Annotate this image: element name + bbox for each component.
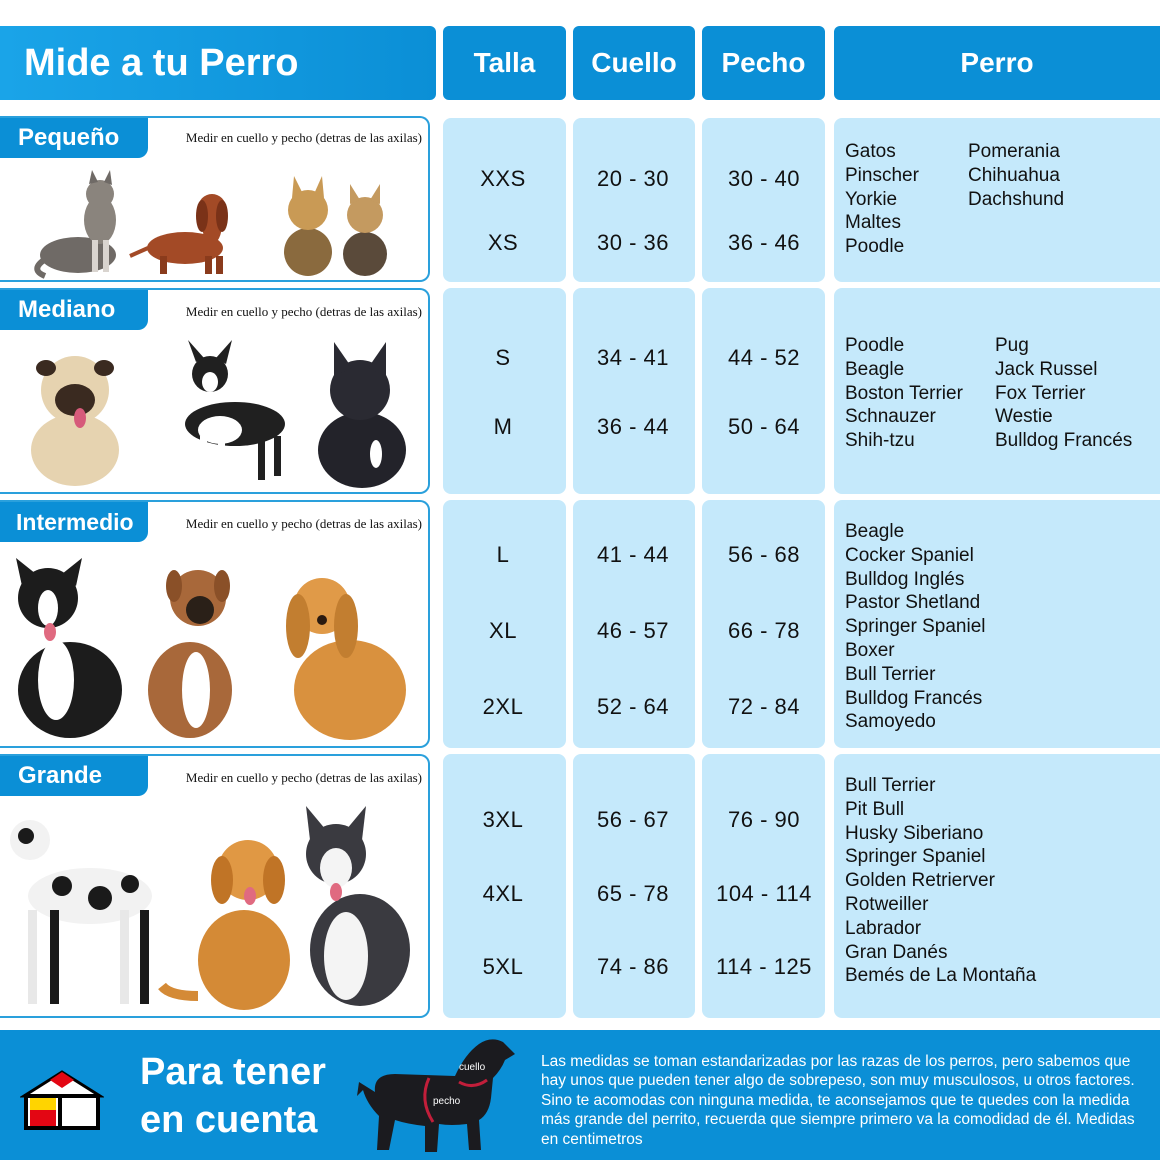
neck-value: 34 - 41 [597,345,669,370]
breed-item: Poodle [845,236,905,258]
header-neck: Cuello [573,26,695,100]
breed-item: Gatos [845,141,896,162]
breed-item: Bulldog Inglés [845,568,965,590]
breed-item: Boston Terrier [845,382,963,404]
breed-item: Husky Siberiano [845,822,984,844]
breed-item: Beagle [845,358,905,380]
footer-title-line: Para tener [140,1051,326,1093]
chest-value: 44 - 52 [728,345,800,370]
neck-bg [573,118,695,282]
header-size: Talla [443,26,566,100]
breed-item: Boxer [845,639,895,661]
chest-value: 30 - 40 [728,166,800,191]
house-logo-icon [20,1068,104,1132]
breed-list [968,140,1064,211]
chest-bg [702,118,825,282]
group-label: Intermedio [0,502,148,542]
breed-item: Chihuahua [968,164,1060,186]
size-value: L [496,542,510,567]
breed-item: Pit Bull [845,798,905,820]
header-dog: Perro [834,26,1160,100]
size-value: XL [489,618,517,643]
footer-title [140,1048,326,1144]
breed-list [845,520,985,734]
breed-item: Yorkie [845,188,898,210]
neck-value: 56 - 67 [597,807,669,832]
neck-bg [573,288,695,494]
breed-item: Jack Russel [995,358,1098,380]
dog-silhouette-icon [355,1034,525,1158]
size-value: 2XL [482,694,524,719]
breed-item: Bulldog Francés [845,687,983,709]
size-bg [443,118,566,282]
breed-item: Beagle [845,521,905,542]
neck-label: cuello [459,1062,486,1073]
neck-value: 20 - 30 [597,166,669,191]
breed-item: Labrador [845,917,922,939]
neck-value: 65 - 78 [597,881,669,906]
size-bg [443,288,566,494]
chest-value: 56 - 68 [728,542,800,567]
measure-note: Medir en cuello y pecho (detras de las axilas) [185,304,422,319]
breed-item: Bulldog Francés [995,430,1133,452]
breed-list [845,334,963,453]
breed-item: Shih-tzu [845,430,915,452]
breed-item: Golden Retrierver [845,870,995,892]
measure-note: Medir en cuello y pecho (detras de las axilas) [185,770,422,785]
neck-value: 52 - 64 [597,694,669,719]
size-value: M [493,414,513,439]
breed-list [995,334,1132,453]
size-value: 5XL [482,954,524,979]
neck-value: 36 - 44 [597,414,669,439]
breed-item: Gran Danés [845,941,948,963]
chest-value: 36 - 46 [728,230,800,255]
medium-dogs-image [0,332,428,492]
breed-item: Fox Terrier [995,382,1086,404]
neck-value: 30 - 36 [597,230,669,255]
size-value: XS [487,230,519,255]
chest-value: 114 - 125 [716,954,812,979]
chest-value: 76 - 90 [728,807,800,832]
small-dogs-image [0,160,428,280]
intermediate-dogs-image [0,550,428,746]
breed-item: Pomerania [968,141,1060,162]
group-panel-small [0,116,430,282]
size-value: 3XL [482,807,524,832]
chest-value: 72 - 84 [728,694,800,719]
group-label: Pequeño [0,118,148,158]
footer [0,1030,1160,1160]
group-label: Grande [0,756,148,796]
group-panel-intermediate [0,500,430,748]
chest-bg [702,288,825,494]
size-value: 4XL [482,881,524,906]
chest-value: 104 - 114 [716,881,812,906]
breed-item: Schnauzer [845,406,936,428]
measure-note: Medir en cuello y pecho (detras de las axilas) [185,516,422,531]
chest-value: 50 - 64 [728,414,800,439]
breed-item: Pinscher [845,164,919,186]
breed-item: Pastor Shetland [845,592,981,614]
breed-item: Rotweiller [845,893,929,915]
breed-item: Bull Terrier [845,663,936,685]
neck-value: 46 - 57 [597,618,669,643]
breed-item: Pug [995,335,1029,356]
breed-item: Springer Spaniel [845,616,986,638]
breed-list [845,774,1036,988]
group-label: Mediano [0,290,148,330]
footer-note: Las medidas se toman estandarizadas por las razas de los perros, pero sabemos que hay unos que pueden tener algo de sobrepeso, son muy musculosos, u otros factores. Sino te acomodas con ninguna medida, te aconsejamos que te quedes con la medida más grande del perrito, recuerda que siempre primero va la comodidad de él. Medidas en centimetros [541,1053,1135,1148]
breed-item: Poodle [845,335,905,356]
breed-list [845,140,919,259]
header-chest: Pecho [702,26,825,100]
neck-value: 41 - 44 [597,542,669,567]
breed-item: Maltes [845,212,901,234]
large-dogs-image [0,800,428,1016]
breed-item: Westie [995,406,1053,428]
chest-value: 66 - 78 [728,618,800,643]
chest-label: pecho [433,1096,461,1107]
breed-item: Springer Spaniel [845,846,986,868]
footer-title-line: en cuenta [140,1099,318,1141]
breed-item: Cocker Spaniel [845,544,974,566]
group-panel-medium [0,288,430,494]
page-title: Mide a tu Perro [0,26,436,100]
size-value: S [495,345,511,370]
neck-value: 74 - 86 [597,954,669,979]
size-value: XXS [480,166,526,191]
breed-item: Bemés de La Montaña [845,965,1037,987]
breed-item: Bull Terrier [845,775,936,796]
group-panel-large [0,754,430,1018]
breed-item: Dachshund [968,188,1065,210]
breed-item: Samoyedo [845,711,936,733]
measure-note: Medir en cuello y pecho (detras de las axilas) [185,130,422,145]
